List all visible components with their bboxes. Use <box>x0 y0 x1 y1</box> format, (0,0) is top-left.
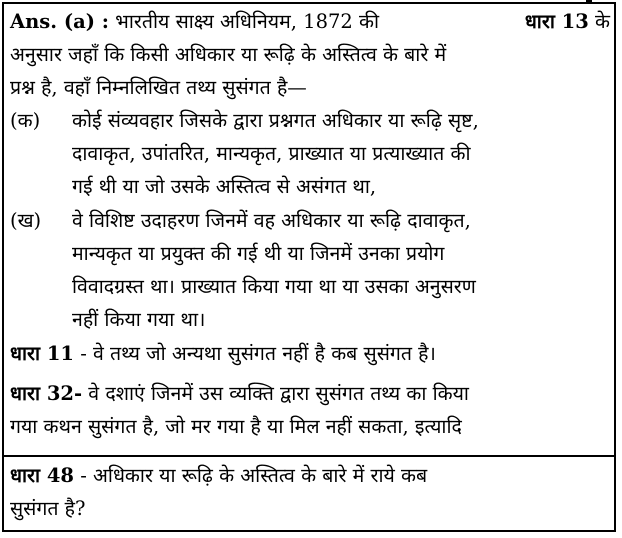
item-ka-line-3: गई थी या जो उसके अस्तित्व से असंगत था, <box>72 175 377 198</box>
item-kha-marker: (ख) <box>10 209 42 232</box>
section-32-line-2: गया कथन सुसंगत है, जो मर गया है या मिल नहीं सकता, इत्यादि <box>10 415 462 438</box>
answer-text-end: के <box>595 10 610 33</box>
section-48-label: धारा 48 <box>10 464 74 487</box>
item-ka-line-2: दावाकृत, उपांतरित, मान्यकृत, प्राख्यात या प्रत्याख्यात की <box>72 142 471 165</box>
answer-line-3: प्रश्न है, वहाँ निम्नलिखित तथ्य सुसंगत है— <box>10 76 307 99</box>
answer-line-1 <box>10 8 610 36</box>
section-13-ref: धारा 13 <box>524 10 589 33</box>
answer-text: भारतीय साक्ष्य अधिनियम, 1872 की <box>115 10 380 33</box>
item-kha-line-4: नहीं किया गया था। <box>72 308 206 331</box>
item-kha-line-2: मान्यकृत या प्रयुक्त की गई थी या जिनमें उनका प्रयोग <box>72 242 445 265</box>
section-32-line-1 <box>10 380 469 408</box>
section-48-text: - अधिकार या रूढ़ि के अस्तित्व के बारे में राये कब <box>80 464 428 487</box>
item-ka-marker: (क) <box>10 109 41 132</box>
section-11-text: - वे तथ्य जो अन्यथा सुसंगत नहीं है कब सुसंगत है। <box>80 342 436 365</box>
section-48-line-1 <box>10 462 427 490</box>
item-kha-line-3: विवादग्रस्त था। प्राख्यात किया गया था या उसका अनुसरण <box>72 275 476 298</box>
answer-label: Ans. (a) : <box>10 10 109 33</box>
section-32-text: वे दशाएं जिनमें उस व्यक्ति द्वारा सुसंगत तथ्य का किया <box>88 382 469 405</box>
item-ka-line-1: कोई संव्यवहार जिसके द्वारा प्रश्नगत अधिकार या रूढ़ि सृष्ट, <box>72 109 479 132</box>
section-divider <box>2 455 616 457</box>
answer-line-2: अनुसार जहाँ कि किसी अधिकार या रूढ़ि के अस्तित्व के बारे में <box>10 43 447 66</box>
section-32-label: धारा 32- <box>10 382 83 405</box>
section-11-line <box>10 340 436 368</box>
item-kha-line-1: वे विशिष्ट उदाहरण जिनमें वह अधिकार या रूढ़ि दावाकृत, <box>72 209 471 232</box>
section-11-label: धारा 11 <box>10 342 74 365</box>
section-48-line-2: सुसंगत है? <box>10 497 86 520</box>
